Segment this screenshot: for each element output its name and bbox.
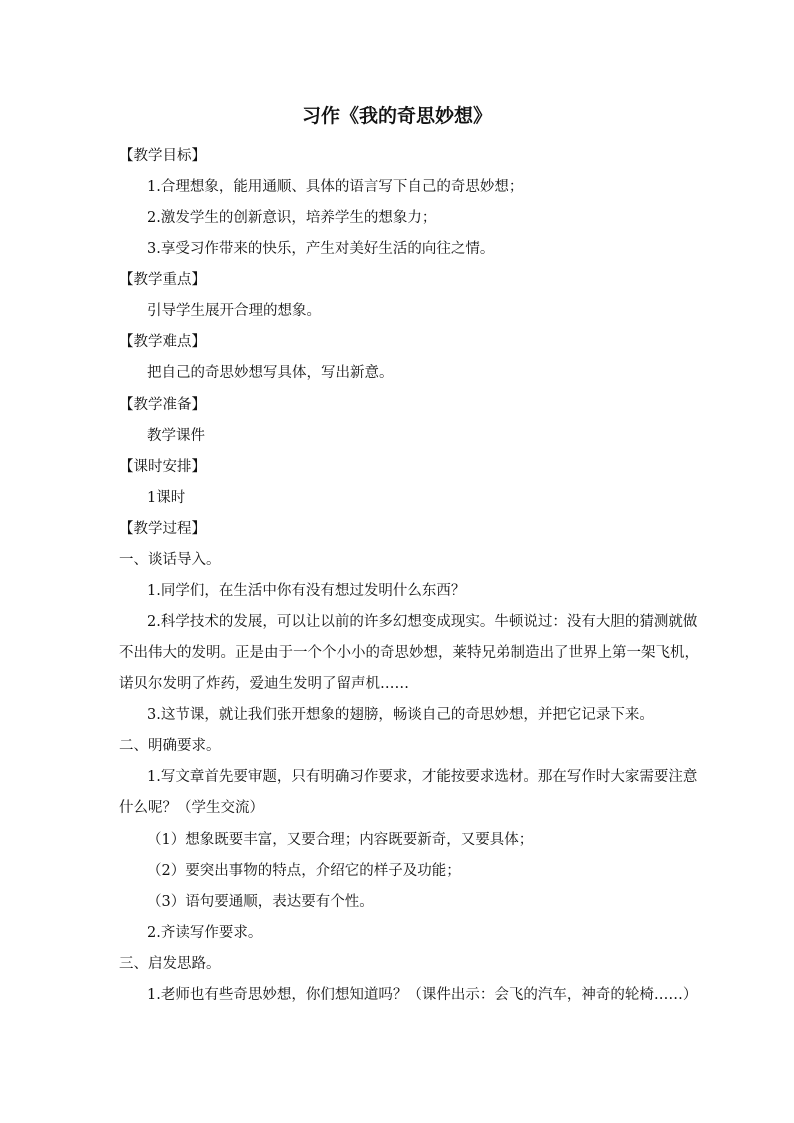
requirement-item-3: （3）语句要通顺，表达要有个性。 — [147, 894, 374, 910]
process-part-1-item-1: 1.同学们，在生活中你有没有想过发明什么东西？ — [147, 583, 466, 599]
process-part-2-item-1-line-1: 1.写文章首先要审题，只有明确习作要求，才能按要求选材。那在写作时大家需要注意 — [147, 769, 698, 785]
process-part-1-item-3: 3.这节课，就让我们张开想象的翅膀，畅谈自己的奇思妙想，并把它记录下来。 — [147, 707, 654, 723]
objective-item-2: 2.激发学生的创新意识，培养学生的想象力； — [147, 210, 437, 226]
section-heading-process: 【教学过程】 — [119, 521, 206, 537]
process-part-1-heading: 一、谈话导入。 — [119, 552, 221, 568]
section-heading-schedule: 【课时安排】 — [119, 459, 206, 475]
requirement-item-2: （2）要突出事物的特点，介绍它的样子及功能； — [147, 863, 461, 879]
section-heading-preparation: 【教学准备】 — [119, 397, 206, 413]
process-part-3-item-1: 1.老师也有些奇思妙想，你们想知道吗？（课件出示：会飞的汽车，神奇的轮椅……） — [147, 987, 698, 1003]
document-title: 习作《我的奇思妙想》 — [301, 105, 492, 127]
process-part-1-item-2-line-2: 不出伟大的发明。正是由于一个个小小的奇思妙想，莱特兄弟制造出了世界上第一架飞机， — [119, 645, 699, 661]
objective-item-3: 3.享受习作带来的快乐，产生对美好生活的向往之情。 — [147, 241, 495, 257]
key-point-text: 引导学生展开合理的想象。 — [147, 303, 321, 319]
process-part-1-item-2-line-3: 诺贝尔发明了炸药，爱迪生发明了留声机…… — [119, 676, 409, 692]
section-heading-key-points: 【教学重点】 — [119, 272, 206, 288]
difficulty-text: 把自己的奇思妙想写具体，写出新意。 — [147, 365, 394, 381]
preparation-text: 教学课件 — [147, 428, 205, 444]
process-part-3-heading: 三、启发思路。 — [119, 956, 221, 972]
schedule-text: 1课时 — [147, 490, 186, 506]
section-heading-objectives: 【教学目标】 — [119, 148, 206, 164]
process-part-2-item-1-line-2: 什么呢？（学生交流） — [119, 800, 264, 816]
process-part-2-item-2: 2.齐读写作要求。 — [147, 925, 263, 941]
requirement-item-1: （1）想象既要丰富，又要合理；内容既要新奇，又要具体； — [147, 832, 534, 848]
objective-item-1: 1.合理想象，能用通顺、具体的语言写下自己的奇思妙想； — [147, 179, 524, 195]
process-part-2-heading: 二、明确要求。 — [119, 738, 221, 754]
section-heading-difficulties: 【教学难点】 — [119, 334, 206, 350]
process-part-1-item-2-line-1: 2.科学技术的发展，可以让以前的许多幻想变成现实。牛顿说过：没有大胆的猜测就做 — [147, 614, 698, 630]
